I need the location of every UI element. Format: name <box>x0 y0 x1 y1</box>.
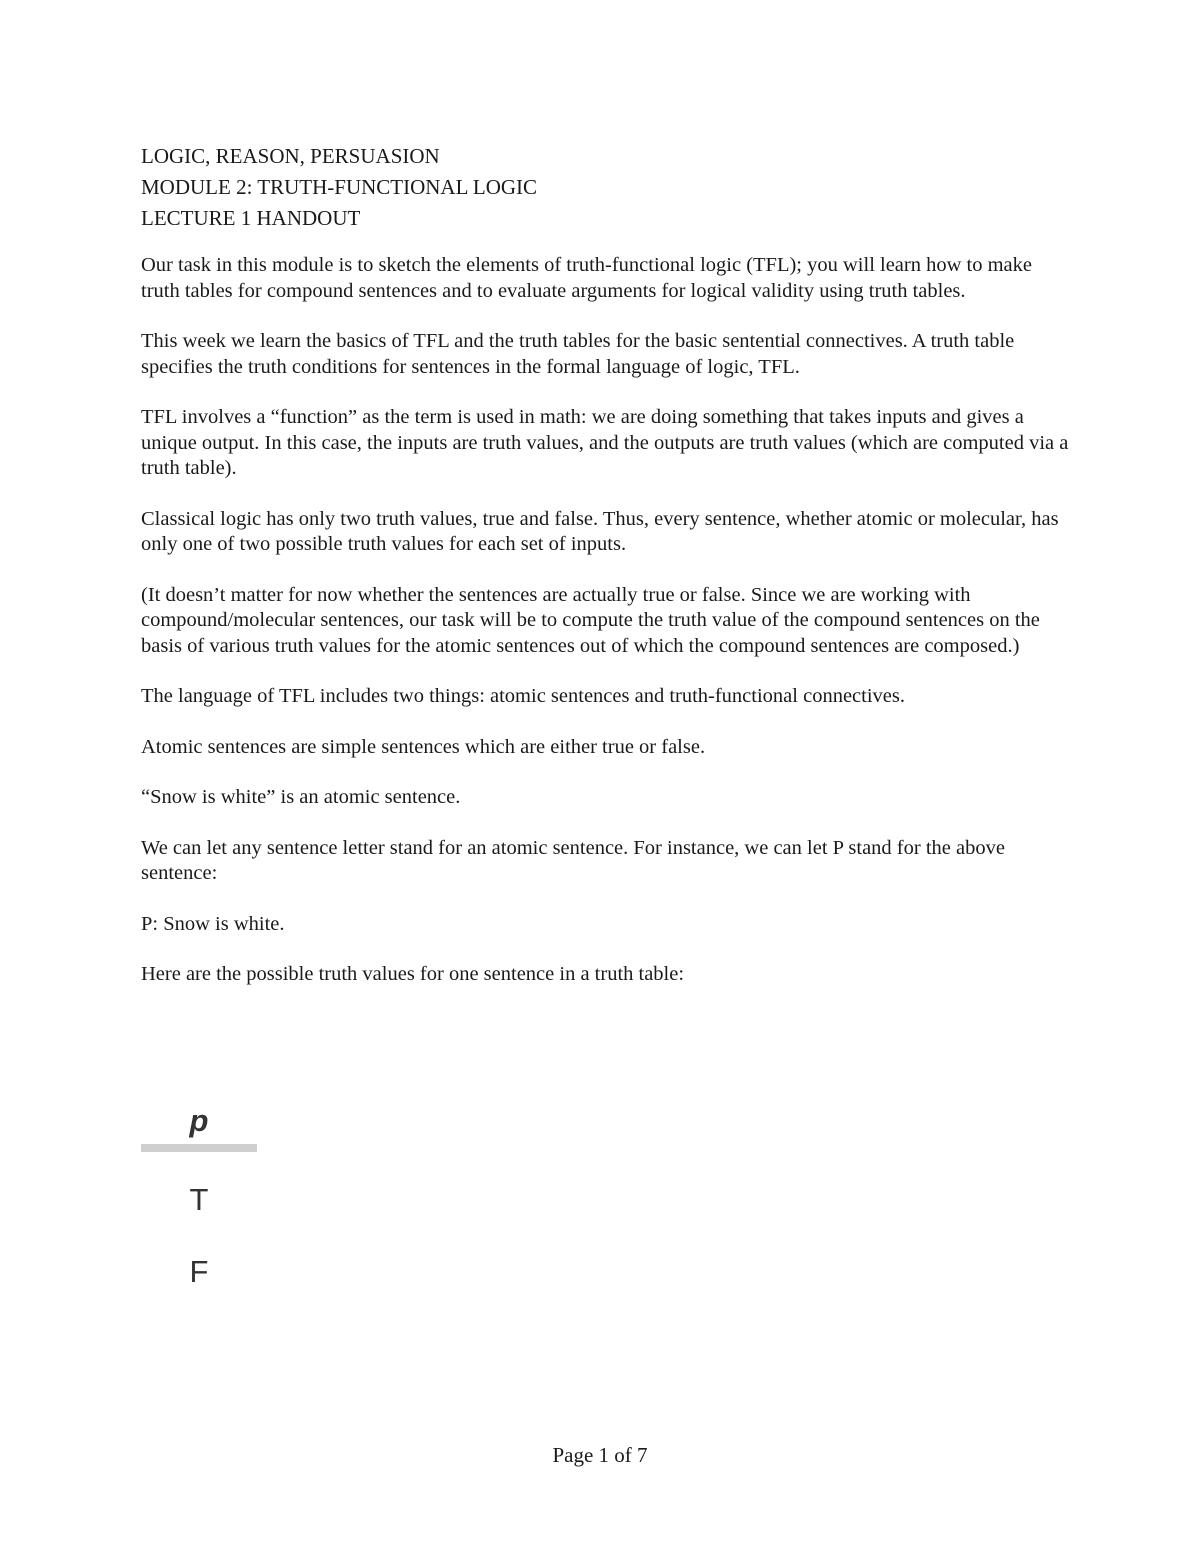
lecture-title: LECTURE 1 HANDOUT <box>141 206 361 230</box>
page-number: Page 1 of 7 <box>552 1443 648 1467</box>
paragraph-function: TFL involves a “function” as the term is used in math: we are doing something that takes inputs and gives a unique output. In this case, the inputs are truth values, and the outputs are truth values (which are computed via a truth table). <box>141 406 1069 479</box>
module-title: MODULE 2: TRUTH-FUNCTIONAL LOGIC <box>141 175 538 199</box>
paragraph-truth-table-intro: Here are the possible truth values for one sentence in a truth table: <box>141 963 685 985</box>
paragraph-intro: Our task in this module is to sketch the elements of truth-functional logic (TFL); you will learn how to make truth tables for compound sentences and to evaluate arguments for logical validity using truth tables. <box>141 254 1032 302</box>
paragraph-classical-logic: Classical logic has only two truth values, true and false. Thus, every sentence, whether atomic or molecular, has only one of two possible truth values for each set of inputs. <box>141 507 1059 555</box>
truth-table-row: T <box>189 1182 209 1217</box>
truth-table-divider <box>141 1144 257 1152</box>
paragraph-p-assignment: P: Snow is white. <box>141 912 285 935</box>
truth-table <box>141 1098 257 1290</box>
paragraph-language: The language of TFL includes two things: atomic sentences and truth-functional connectives. <box>141 685 905 707</box>
paragraph-atomic-definition: Atomic sentences are simple sentences which are either true or false. <box>141 735 706 758</box>
paragraph-aside: (It doesn’t matter for now whether the sentences are actually true or false. Since we are working with compound/molecular sentences, our task will be to compute the truth value of the compound sentences on the basis of various truth values for the atomic sentences out of which the compound sentences are composed.) <box>141 583 1040 657</box>
paragraph-sentence-letter: We can let any sentence letter stand for an atomic sentence. For instance, we can let P stand for the above sentence: <box>141 836 1005 884</box>
truth-table-row: F <box>189 1254 209 1289</box>
document-body <box>141 141 1071 1013</box>
document-header <box>141 141 1071 234</box>
paragraph-atomic-example: “Snow is white” is an atomic sentence. <box>141 786 461 808</box>
paragraph-this-week: This week we learn the basics of TFL and the truth tables for the basic sentential connectives. A truth table specifies the truth conditions for sentences in the formal language of logic, TFL. <box>141 330 1015 378</box>
course-title: LOGIC, REASON, PERSUASION <box>141 144 440 168</box>
truth-table-header: p <box>189 1103 209 1138</box>
